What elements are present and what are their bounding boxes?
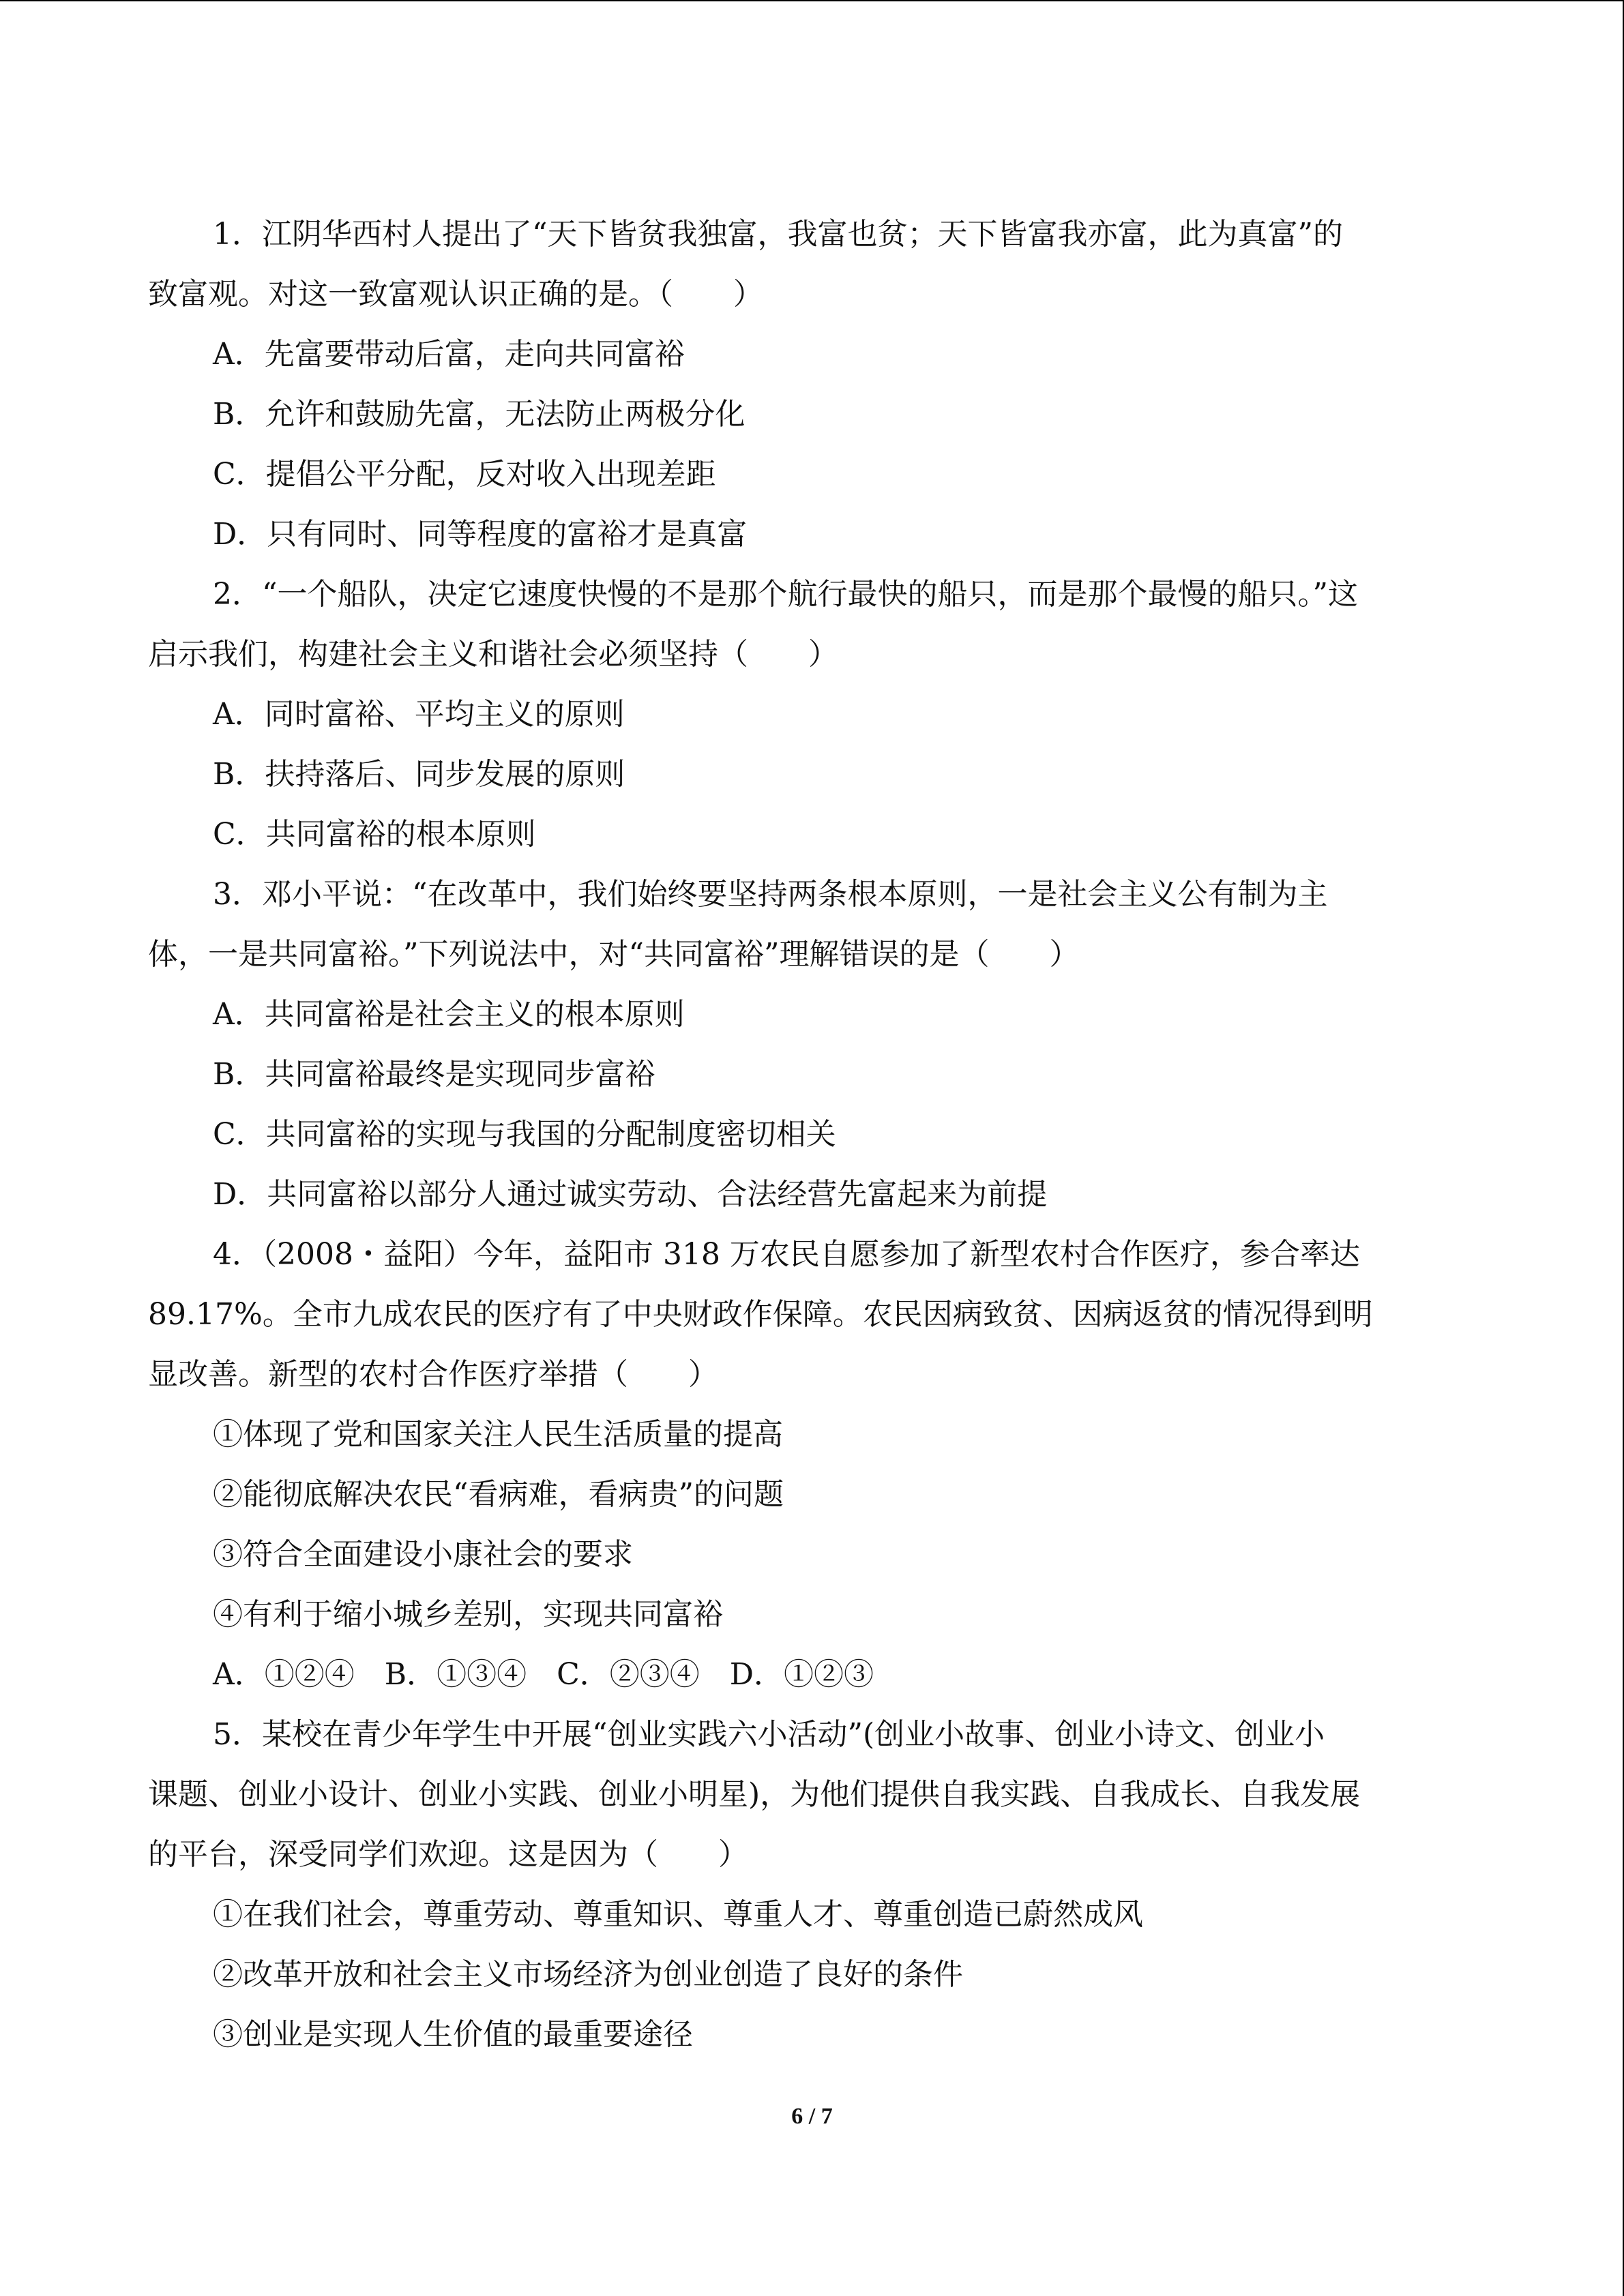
answer-option: A．先富要带动后富，走向共同富裕 bbox=[213, 337, 685, 372]
question-2 bbox=[148, 565, 1478, 865]
answer-option: C．共同富裕的根本原则 bbox=[213, 817, 536, 852]
answer-option: A．共同富裕是社会主义的根本原则 bbox=[213, 997, 685, 1032]
question-3 bbox=[148, 865, 1478, 1225]
answer-option: C．提倡公平分配，反对收入出现差距 bbox=[213, 457, 716, 492]
answer-option: B．扶持落后、同步发展的原则 bbox=[213, 757, 625, 792]
question-stem-line: 2．“一个船队，决定它速度快慢的不是那个航行最快的船只，而是那个最慢的船只。”这 bbox=[213, 577, 1358, 612]
statement-item: ②能彻底解决农民“看病难，看病贵”的问题 bbox=[213, 1477, 784, 1512]
statement-item: ②改革开放和社会主义市场经济为创业创造了良好的条件 bbox=[213, 1957, 963, 1992]
answer-option: A．同时富裕、平均主义的原则 bbox=[213, 697, 625, 732]
question-stem-line: 课题、创业小设计、创业小实践、创业小明星)，为他们提供自我实践、自我成长、自我发展 bbox=[148, 1777, 1361, 1812]
question-1 bbox=[148, 205, 1478, 565]
document-body bbox=[148, 205, 1478, 2065]
question-stem-line: 启示我们，构建社会主义和谐社会必须坚持（ ） bbox=[148, 637, 838, 672]
statement-item: ④有利于缩小城乡差别，实现共同富裕 bbox=[213, 1597, 723, 1632]
top-border-line bbox=[0, 0, 1624, 1]
question-stem-line: 致富观。对这一致富观认识正确的是。（ ） bbox=[148, 277, 763, 312]
question-stem-line: 5．某校在青少年学生中开展“创业实践六小活动”(创业小故事、创业小诗文、创业小 bbox=[213, 1717, 1325, 1752]
answer-choices: A．①②④ B．①③④ C．②③④ D．①②③ bbox=[213, 1657, 874, 1692]
question-stem-line: 4．（2008・益阳）今年，益阳市 318 万农民自愿参加了新型农村合作医疗，参合率达 bbox=[213, 1237, 1360, 1272]
question-4 bbox=[148, 1225, 1478, 1705]
answer-option: C．共同富裕的实现与我国的分配制度密切相关 bbox=[213, 1117, 836, 1152]
statement-item: ③创业是实现人生价值的最重要途径 bbox=[213, 2017, 693, 2052]
answer-option: B．允许和鼓励先富，无法防止两极分化 bbox=[213, 397, 745, 432]
answer-option: D．共同富裕以部分人通过诚实劳动、合法经营先富起来为前提 bbox=[213, 1177, 1048, 1212]
answer-option: D．只有同时、同等程度的富裕才是真富 bbox=[213, 517, 748, 552]
statement-item: ①体现了党和国家关注人民生活质量的提高 bbox=[213, 1417, 783, 1452]
question-5 bbox=[148, 1705, 1478, 2065]
statement-item: ①在我们社会，尊重劳动、尊重知识、尊重人才、尊重创造已蔚然成风 bbox=[213, 1897, 1143, 1932]
question-stem-line: 3．邓小平说：“在改革中，我们始终要坚持两条根本原则，一是社会主义公有制为主 bbox=[213, 877, 1328, 912]
question-stem-line: 1．江阴华西村人提出了“天下皆贫我独富，我富也贫；天下皆富我亦富，此为真富”的 bbox=[213, 217, 1343, 252]
statement-item: ③符合全面建设小康社会的要求 bbox=[213, 1537, 633, 1572]
page-number: 6 / 7 bbox=[791, 2104, 833, 2129]
question-stem-line: 89.17%。全市九成农民的医疗有了中央财政作保障。农民因病致贫、因病返贫的情况得到明 bbox=[148, 1297, 1373, 1332]
question-stem-line: 体，一是共同富裕。”下列说法中，对“共同富裕”理解错误的是（ ） bbox=[148, 937, 1080, 972]
question-stem-line: 的平台，深受同学们欢迎。这是因为（ ） bbox=[148, 1837, 748, 1872]
question-stem-line: 显改善。新型的农村合作医疗举措（ ） bbox=[148, 1357, 718, 1392]
answer-option: B．共同富裕最终是实现同步富裕 bbox=[213, 1057, 655, 1092]
